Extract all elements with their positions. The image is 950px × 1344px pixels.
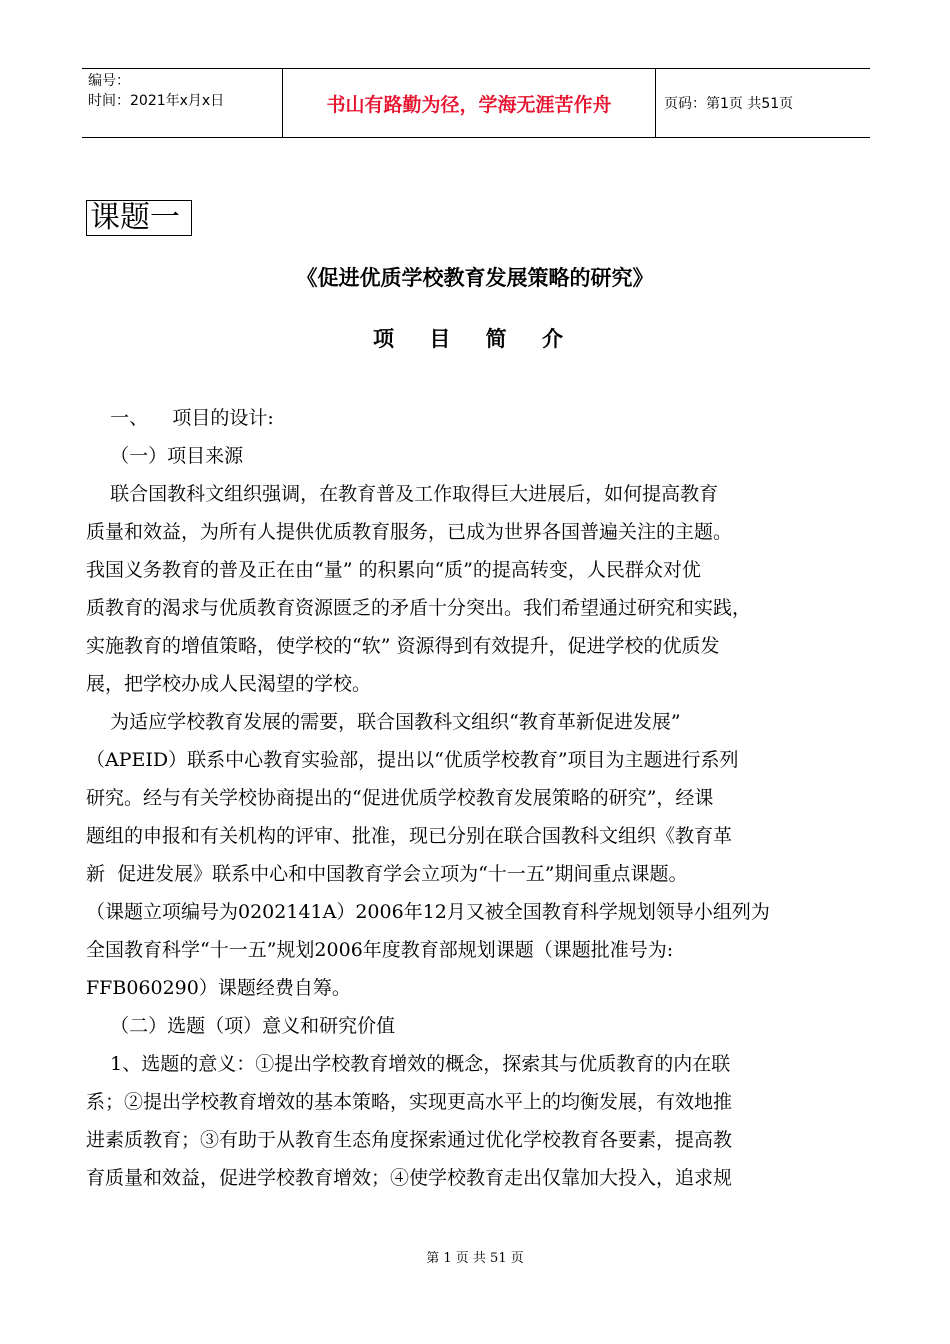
- body-text: [86, 399, 876, 1197]
- text-line: 题组的申报和有关机构的评审、批准，现已分别在联合国教科文组织《教育革: [86, 825, 733, 847]
- text-line: 展，把学校办成人民渴望的学校。: [86, 673, 372, 695]
- text-line: （一）项目来源: [86, 445, 244, 467]
- text-line: 研究。经与有关学校协商提出的“促进优质学校教育发展策略的研究”，经课: [86, 787, 714, 809]
- text-line: （课题立项编号为0202141A）2006年12月又被全国教育科学规划领导小组列为: [86, 901, 770, 923]
- text-line: 育质量和效益，促进学校教育增效；④使学校教育走出仅靠加大投入，追求规: [86, 1167, 733, 1189]
- page-header: [82, 68, 870, 138]
- doc-time-label: 时间：2021年x月x日: [88, 93, 225, 109]
- page-footer: 第 1 页 共 51 页: [426, 1251, 524, 1266]
- text-line: （二）选题（项）意义和研究价值: [86, 1015, 396, 1037]
- header-motto: 书山有路勤为径，学海无涯苦作舟: [282, 69, 656, 137]
- text-line: 联合国教科文组织强调，在教育普及工作取得巨大进展后，如何提高教育: [86, 483, 719, 505]
- text-line: 新 促进发展》联系中心和中国教育学会立项为“十一五”期间重点课题。: [86, 863, 688, 885]
- text-line: 我国义务教育的普及正在由“量” 的积累向“质”的提高转变，人民群众对优: [86, 559, 701, 581]
- text-line: 全国教育科学“十一五”规划2006年度教育部规划课题（课题批准号为:: [86, 939, 674, 961]
- text-line: 1、选题的意义：①提出学校教育增效的概念，探索其与优质教育的内在联: [86, 1053, 731, 1075]
- doc-number-label: 编号：: [88, 73, 130, 89]
- text-line: FFB060290）课题经费自筹。: [86, 977, 351, 999]
- text-line: 进素质教育；③有助于从教育生态角度探索通过优化学校教育各要素，提高教: [86, 1129, 733, 1151]
- text-line: （APEID）联系中心教育实验部，提出以“优质学校教育”项目为主题进行系列: [86, 749, 739, 771]
- header-page-info: 页码：第1页 共51页: [664, 96, 794, 112]
- text-line: 实施教育的增值策略，使学校的“软” 资源得到有效提升，促进学校的优质发: [86, 635, 720, 657]
- topic-box: 课题一: [86, 200, 192, 236]
- document-subtitle: 项 目 简 介: [373, 326, 577, 351]
- text-line: 一、 项目的设计:: [86, 407, 274, 429]
- text-line: 质教育的渴求与优质教育资源匮乏的矛盾十分突出。我们希望通过研究和实践，: [86, 597, 752, 619]
- text-line: 质量和效益，为所有人提供优质教育服务，已成为世界各国普遍关注的主题。: [86, 521, 733, 543]
- text-line: 为适应学校教育发展的需要，联合国教科文组织“教育革新促进发展”: [86, 711, 681, 733]
- text-line: 系；②提出学校教育增效的基本策略，实现更高水平上的均衡发展，有效地推: [86, 1091, 733, 1113]
- header-meta: [82, 69, 282, 137]
- document-title: 《促进优质学校教育发展策略的研究》: [296, 265, 654, 290]
